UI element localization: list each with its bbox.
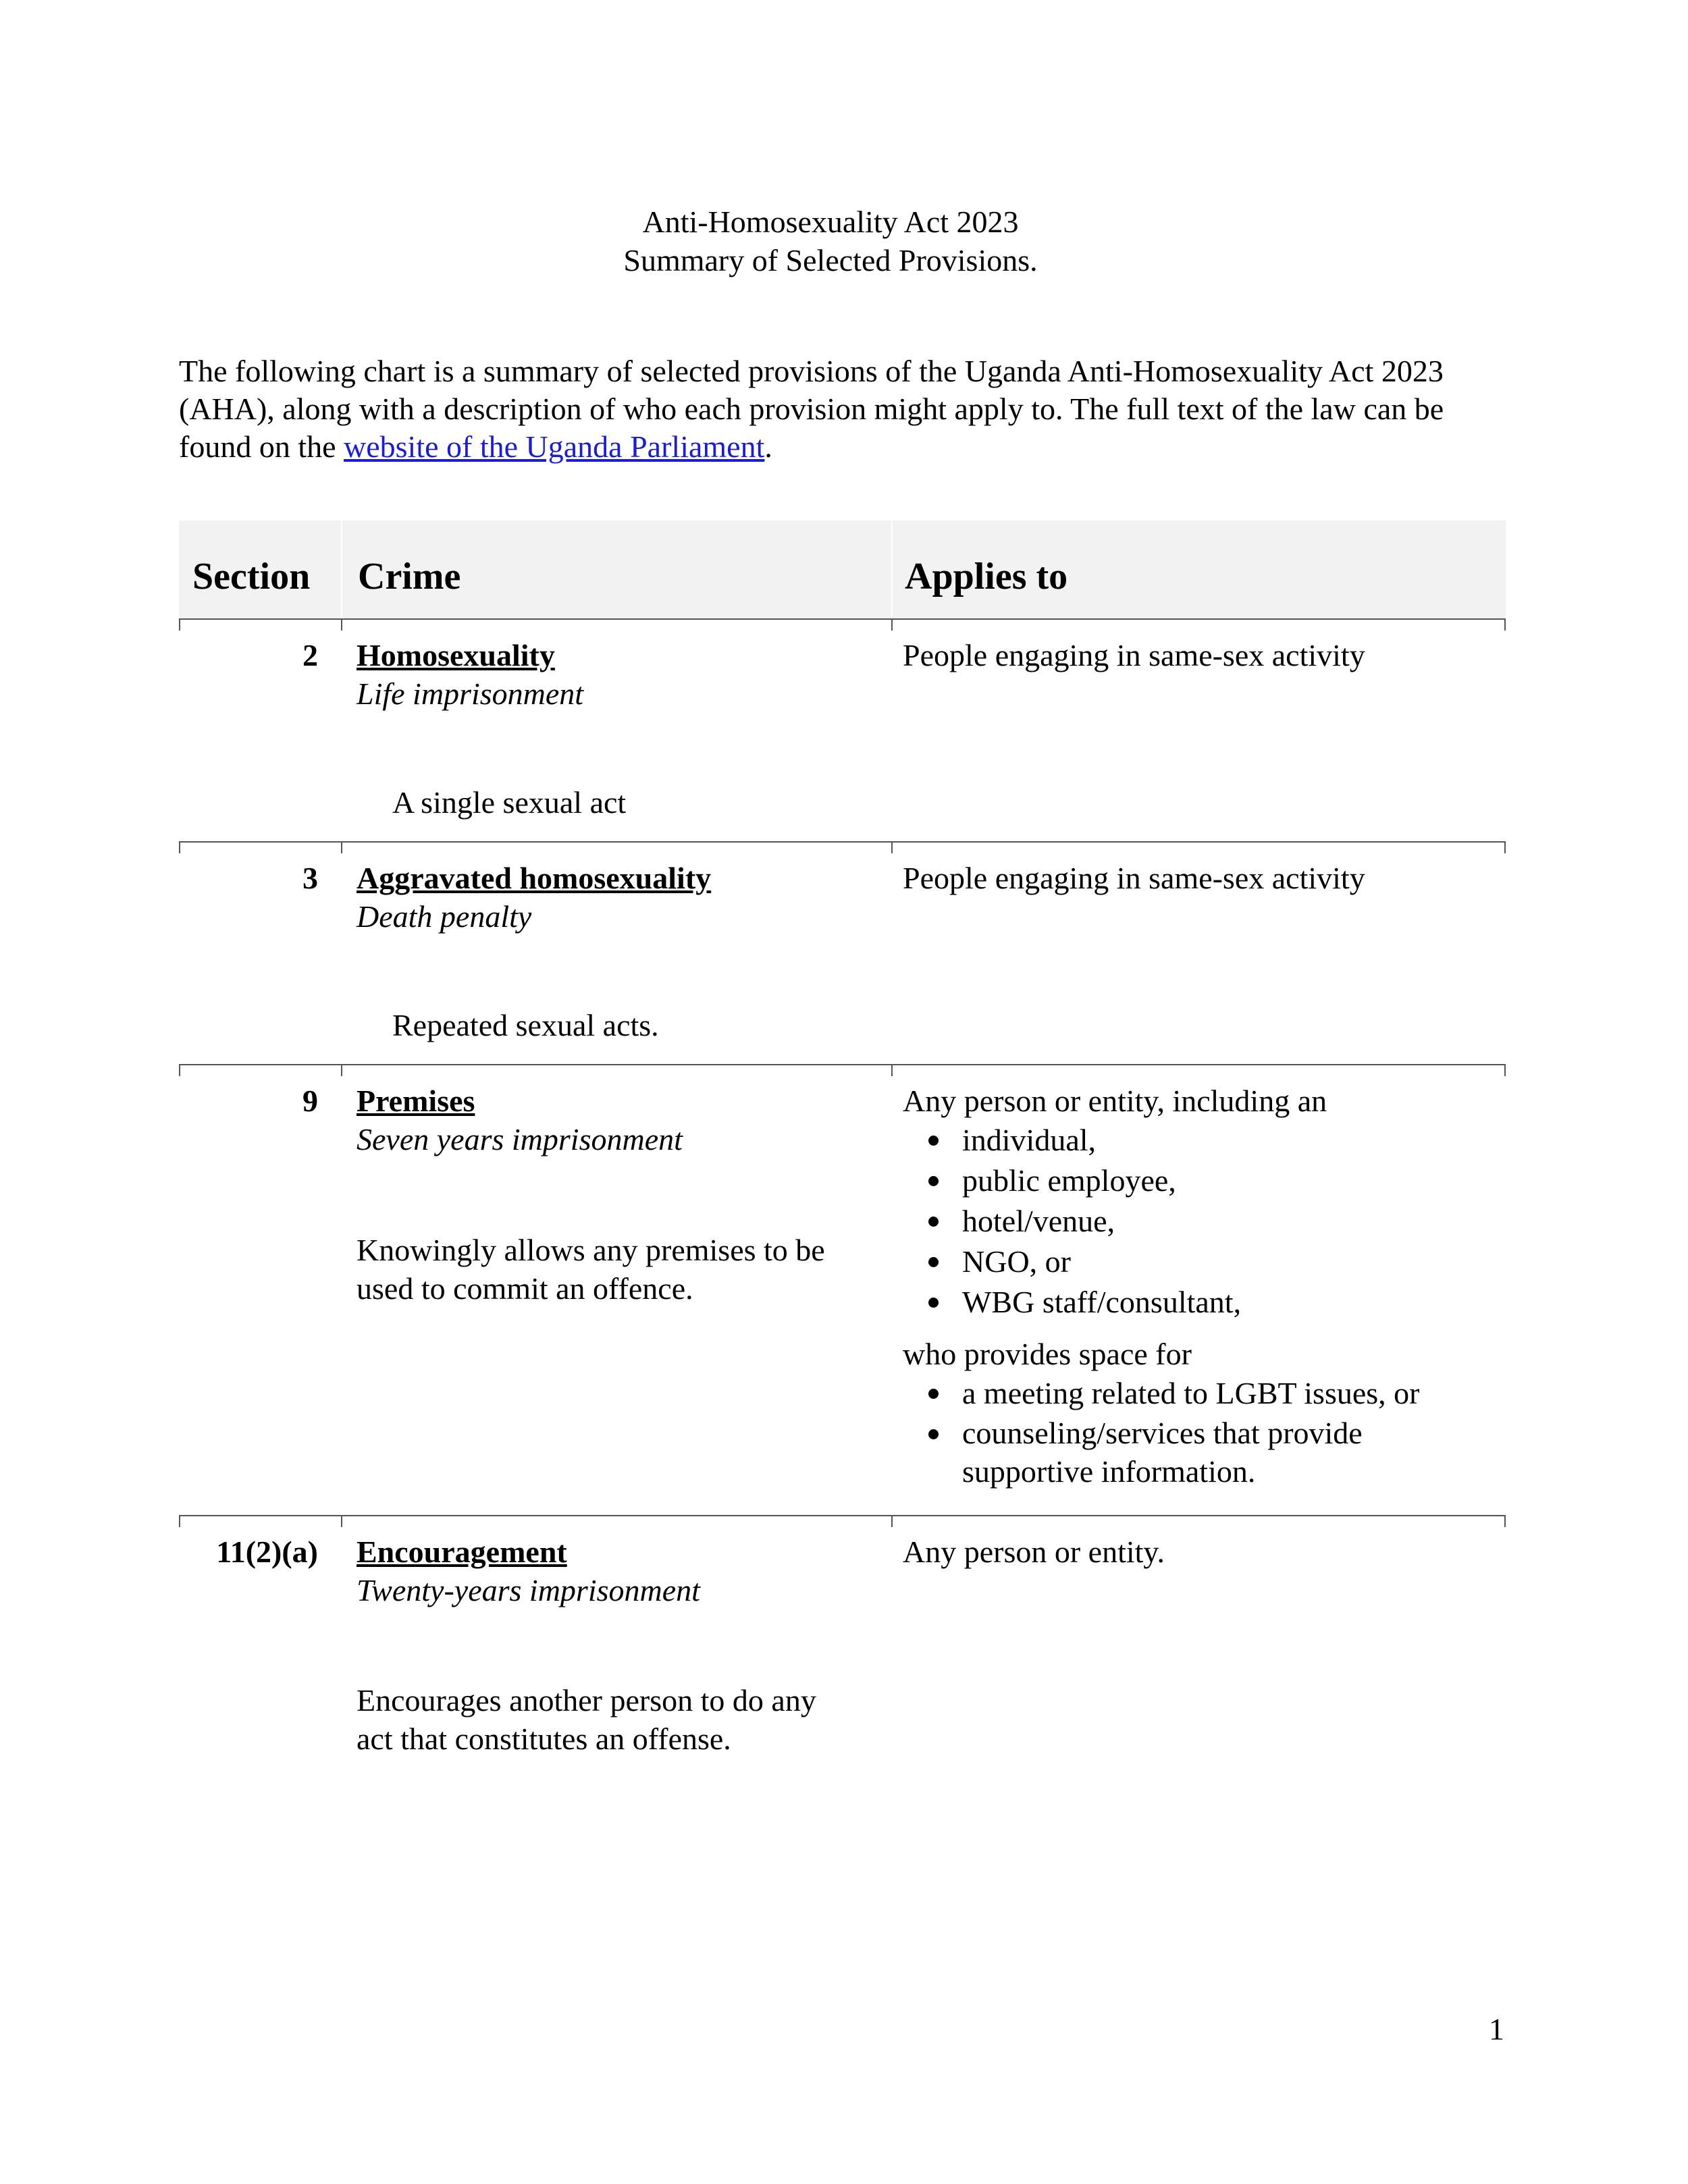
header-applies-to: Applies to — [905, 556, 1068, 597]
applies-to-cell: People engaging in same-sex activity — [903, 861, 1365, 895]
list-item: hotel/venue, — [903, 1201, 1497, 1242]
list-item: NGO, or — [903, 1242, 1497, 1282]
list-item: WBG staff/consultant, — [903, 1282, 1497, 1323]
intro-end: . — [764, 429, 772, 464]
row-tick — [341, 841, 342, 853]
section-number: 3 — [302, 861, 318, 895]
applies-to-cell — [903, 1082, 1497, 1491]
header-divider — [341, 521, 342, 618]
row-divider — [179, 618, 1506, 620]
list-item: a meeting related to LGBT issues, or — [903, 1373, 1497, 1414]
row-tick — [179, 1064, 180, 1076]
penalty: Twenty-years imprisonment — [357, 1573, 700, 1607]
row-divider — [179, 1515, 1506, 1516]
list-item: counseling/services that provide supportive information. — [903, 1414, 1497, 1491]
penalty: Life imprisonment — [357, 676, 584, 711]
row-tick — [341, 618, 342, 631]
crime-title: Aggravated homosexuality — [357, 861, 712, 895]
document-subtitle: Summary of Selected Provisions. — [623, 243, 1038, 277]
row-divider — [179, 841, 1506, 843]
crime-cell — [357, 636, 870, 713]
row-tick — [891, 841, 893, 853]
section-number: 2 — [302, 638, 318, 672]
row-tick — [179, 618, 180, 631]
document-title: Anti-Homosexuality Act 2023 — [642, 205, 1019, 239]
applies-to-cell: People engaging in same-sex activity — [903, 638, 1365, 672]
row-tick — [1504, 1515, 1506, 1527]
header-divider — [891, 521, 893, 618]
row-divider — [179, 1064, 1506, 1065]
row-tick — [341, 1515, 342, 1527]
row-tick — [891, 618, 893, 631]
list-item: individual, — [903, 1120, 1497, 1161]
crime-cell — [357, 1533, 870, 1609]
penalty: Death penalty — [357, 899, 532, 934]
applies-to-middle: who provides space for — [903, 1337, 1192, 1371]
applies-to-cell: Any person or entity. — [903, 1535, 1165, 1569]
row-tick — [1504, 1064, 1506, 1076]
crime-cell — [357, 859, 870, 936]
section-number: 11(2)(a) — [216, 1535, 318, 1569]
page-number: 1 — [1489, 2012, 1504, 2046]
row-tick — [891, 1064, 893, 1076]
row-tick — [1504, 618, 1506, 631]
row-tick — [891, 1515, 893, 1527]
crime-description: Knowingly allows any premises to be used to commit an offence. — [357, 1233, 825, 1306]
intro-paragraph — [179, 352, 1516, 466]
uganda-parliament-link[interactable]: website of the Uganda Parliament — [344, 429, 765, 464]
header-crime: Crime — [358, 556, 461, 597]
intro-text: The following chart is a summary of selected provisions of the Uganda Anti-Homosexuality Act 2023 (AHA), along with a description of who each provision might apply to. The full text of the law can be found on the — [179, 354, 1444, 464]
crime-description: Encourages another person to do any act that constitutes an offense. — [357, 1683, 816, 1756]
row-tick — [341, 1064, 342, 1076]
crime-description: Repeated sexual acts. — [392, 1008, 659, 1042]
document-title-block — [0, 203, 1661, 279]
crime-description: A single sexual act — [392, 785, 627, 820]
crime-cell — [357, 1082, 870, 1158]
header-section: Section — [192, 556, 311, 597]
row-tick — [179, 1515, 180, 1527]
table-header — [179, 521, 1506, 618]
crime-title: Encouragement — [357, 1535, 567, 1569]
row-tick — [179, 841, 180, 853]
applies-to-intro: Any person or entity, including an — [903, 1084, 1327, 1118]
section-number: 9 — [302, 1084, 318, 1118]
crime-title: Premises — [357, 1084, 475, 1118]
applies-to-list-2 — [903, 1373, 1497, 1491]
penalty: Seven years imprisonment — [357, 1122, 683, 1156]
applies-to-list — [903, 1120, 1497, 1323]
crime-title: Homosexuality — [357, 638, 555, 672]
list-item: public employee, — [903, 1161, 1497, 1201]
row-tick — [1504, 841, 1506, 853]
